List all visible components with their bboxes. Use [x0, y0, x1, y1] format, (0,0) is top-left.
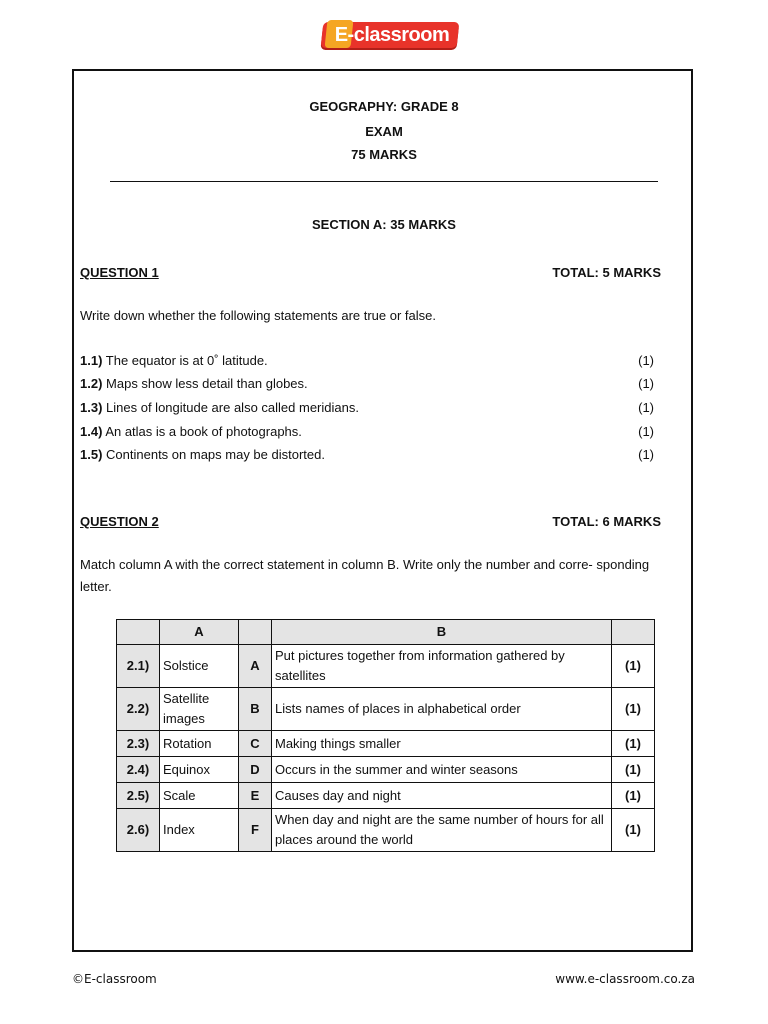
header-blank-number	[117, 620, 160, 645]
table-row	[117, 783, 655, 809]
row-letter: B	[239, 688, 272, 731]
table-row	[117, 645, 655, 688]
row-letter: A	[239, 645, 272, 688]
question-1-title: QUESTION 1	[80, 265, 159, 280]
table-row	[117, 731, 655, 757]
table-row	[117, 688, 655, 731]
column-a-term: Scale	[160, 783, 239, 809]
item-text: Lines of longitude are also called meridians.	[106, 400, 359, 415]
total-marks: 75 MARKS	[351, 147, 417, 162]
column-b-statement: Put pictures together from information gathered by satellites	[272, 645, 612, 688]
footer-website-link[interactable]: www.e-classroom.co.za	[555, 972, 695, 986]
item-number: 1.4)	[80, 424, 103, 439]
item-number: 1.5)	[80, 447, 103, 462]
question-1-item	[80, 353, 654, 368]
table-row	[117, 809, 655, 852]
item-text: Continents on maps may be distorted.	[106, 447, 325, 462]
row-number: 2.2)	[117, 688, 160, 731]
item-number: 1.3)	[80, 400, 103, 415]
row-letter: F	[239, 809, 272, 852]
divider-line	[110, 181, 658, 182]
column-b-statement: Causes day and night	[272, 783, 612, 809]
item-text: Maps show less detail than globes.	[106, 376, 308, 391]
question-1-item	[80, 447, 654, 462]
matching-table	[116, 619, 655, 852]
item-mark: (1)	[638, 376, 654, 391]
row-number: 2.6)	[117, 809, 160, 852]
logo-text: E-classroom	[334, 24, 450, 46]
row-mark: (1)	[612, 688, 655, 731]
column-a-term: Satellite images	[160, 688, 239, 731]
item-mark: (1)	[638, 353, 654, 368]
row-number: 2.5)	[117, 783, 160, 809]
question-1-total: TOTAL: 5 MARKS	[552, 265, 661, 280]
column-b-statement: Lists names of places in alphabetical order	[272, 688, 612, 731]
item-number: 1.1)	[80, 353, 103, 368]
header-blank-mark	[612, 620, 655, 645]
e-classroom-logo	[322, 16, 458, 52]
item-mark: (1)	[638, 424, 654, 439]
footer-copyright: ©E-classroom	[72, 972, 157, 986]
column-a-term: Equinox	[160, 757, 239, 783]
column-a-term: Solstice	[160, 645, 239, 688]
item-mark: (1)	[638, 400, 654, 415]
column-a-term: Rotation	[160, 731, 239, 757]
column-b-statement: When day and night are the same number of hours for all places around the world	[272, 809, 612, 852]
item-mark: (1)	[638, 447, 654, 462]
row-letter: E	[239, 783, 272, 809]
row-number: 2.4)	[117, 757, 160, 783]
question-1-item	[80, 424, 654, 439]
row-letter: C	[239, 731, 272, 757]
row-number: 2.1)	[117, 645, 160, 688]
row-mark: (1)	[612, 809, 655, 852]
row-mark: (1)	[612, 645, 655, 688]
exam-title: GEOGRAPHY: GRADE 8	[309, 99, 459, 114]
exam-label: EXAM	[365, 124, 403, 139]
question-1-item	[80, 376, 654, 391]
table-row	[117, 757, 655, 783]
question-1-instruction: Write down whether the following statements are true or false.	[80, 308, 436, 323]
row-mark: (1)	[612, 757, 655, 783]
row-number: 2.3)	[117, 731, 160, 757]
row-letter: D	[239, 757, 272, 783]
row-mark: (1)	[612, 731, 655, 757]
row-mark: (1)	[612, 783, 655, 809]
question-2-total: TOTAL: 6 MARKS	[552, 514, 661, 529]
column-a-header: A	[160, 620, 239, 645]
question-2-instruction: Match column A with the correct statement in column B. Write only the number and corre- sponding letter.	[80, 557, 650, 594]
header-blank-letter	[239, 620, 272, 645]
item-text: An atlas is a book of photographs.	[105, 424, 302, 439]
table-header-row	[117, 620, 655, 645]
section-heading: SECTION A: 35 MARKS	[312, 217, 456, 232]
question-1-item	[80, 400, 654, 415]
column-b-header: B	[272, 620, 612, 645]
column-b-statement: Occurs in the summer and winter seasons	[272, 757, 612, 783]
question-2-title: QUESTION 2	[80, 514, 159, 529]
column-b-statement: Making things smaller	[272, 731, 612, 757]
item-number: 1.2)	[80, 376, 103, 391]
item-text: The equator is at 0˚ latitude.	[105, 353, 268, 368]
column-a-term: Index	[160, 809, 239, 852]
